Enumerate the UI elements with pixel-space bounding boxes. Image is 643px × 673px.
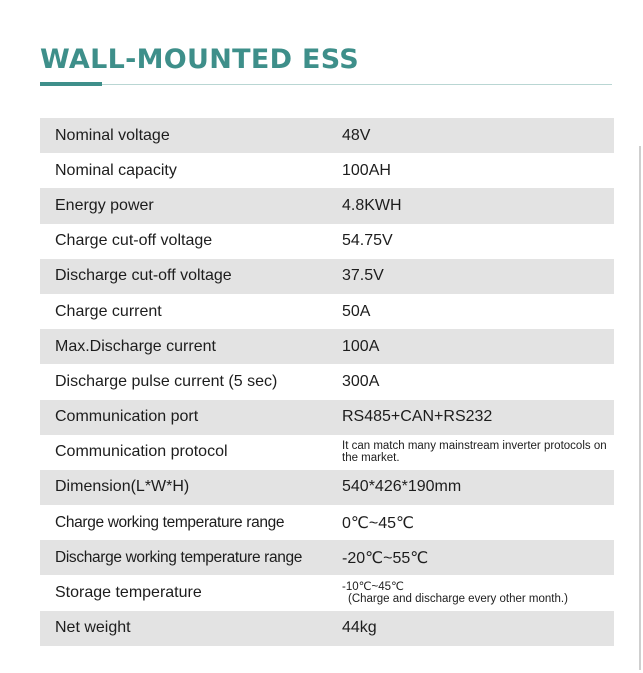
storage-temperature-range: -10℃~45℃ — [342, 580, 404, 593]
spec-row-discharge-working-temperature — [40, 540, 614, 575]
spec-label: Communication protocol — [55, 443, 228, 461]
spec-value: 44kg — [342, 619, 377, 637]
spec-value: 540*426*190mm — [342, 478, 462, 496]
spec-row-communication-port — [40, 400, 614, 435]
spec-value: It can match many mainstream inverter protocols on the market. — [342, 439, 607, 465]
page-title: WALL-MOUNTED ESS — [40, 44, 360, 75]
spec-row-discharge-pulse-current — [40, 364, 614, 399]
spec-value: 50A — [342, 302, 371, 320]
spec-label: Discharge pulse current (5 sec) — [55, 372, 278, 390]
spec-label: Energy power — [55, 196, 154, 214]
spec-value: -20℃~55℃ — [342, 549, 429, 567]
spec-value: 300A — [342, 372, 380, 390]
spec-value: 4.8KWH — [342, 196, 402, 214]
spec-value: RS485+CAN+RS232 — [342, 408, 493, 426]
spec-value: 48V — [342, 126, 371, 144]
title-divider — [40, 84, 612, 85]
spec-row-charge-working-temperature — [40, 505, 614, 540]
spec-value: 100A — [342, 337, 380, 355]
spec-row-discharge-cutoff-voltage — [40, 259, 614, 294]
spec-row-nominal-capacity — [40, 153, 614, 188]
spec-label: Nominal capacity — [55, 161, 177, 179]
spec-value: 37.5V — [342, 267, 384, 285]
spec-value — [326, 581, 614, 606]
spec-label: Charge cut-off voltage — [55, 232, 213, 250]
spec-row-charge-current — [40, 294, 614, 329]
spec-row-energy-power — [40, 188, 614, 223]
title-accent-bar — [40, 82, 102, 86]
spec-label: Nominal voltage — [55, 126, 170, 144]
spec-row-max-discharge-current — [40, 329, 614, 364]
spec-table — [40, 118, 614, 646]
spec-label: Discharge cut-off voltage — [55, 267, 232, 285]
spec-value: 0℃~45℃ — [342, 514, 414, 532]
spec-row-charge-cutoff-voltage — [40, 224, 614, 259]
spec-label: Communication port — [55, 408, 199, 426]
spec-row-communication-protocol — [40, 435, 614, 470]
spec-label: Discharge working temperature range — [55, 548, 303, 566]
page-edge-line — [639, 146, 641, 670]
spec-row-dimension — [40, 470, 614, 505]
spec-label: Net weight — [55, 619, 131, 637]
spec-row-storage-temperature — [40, 575, 614, 610]
spec-row-net-weight — [40, 611, 614, 646]
spec-label: Max.Discharge current — [55, 337, 216, 355]
spec-row-nominal-voltage — [40, 118, 614, 153]
spec-label: Dimension(L*W*H) — [55, 478, 190, 496]
spec-label: Storage temperature — [55, 584, 202, 602]
spec-label: Charge current — [55, 302, 162, 320]
spec-label: Charge working temperature range — [55, 513, 285, 531]
storage-temperature-note: (Charge and discharge every other month.) — [348, 593, 568, 606]
spec-value: 100AH — [342, 161, 391, 179]
spec-value: 54.75V — [342, 232, 393, 250]
